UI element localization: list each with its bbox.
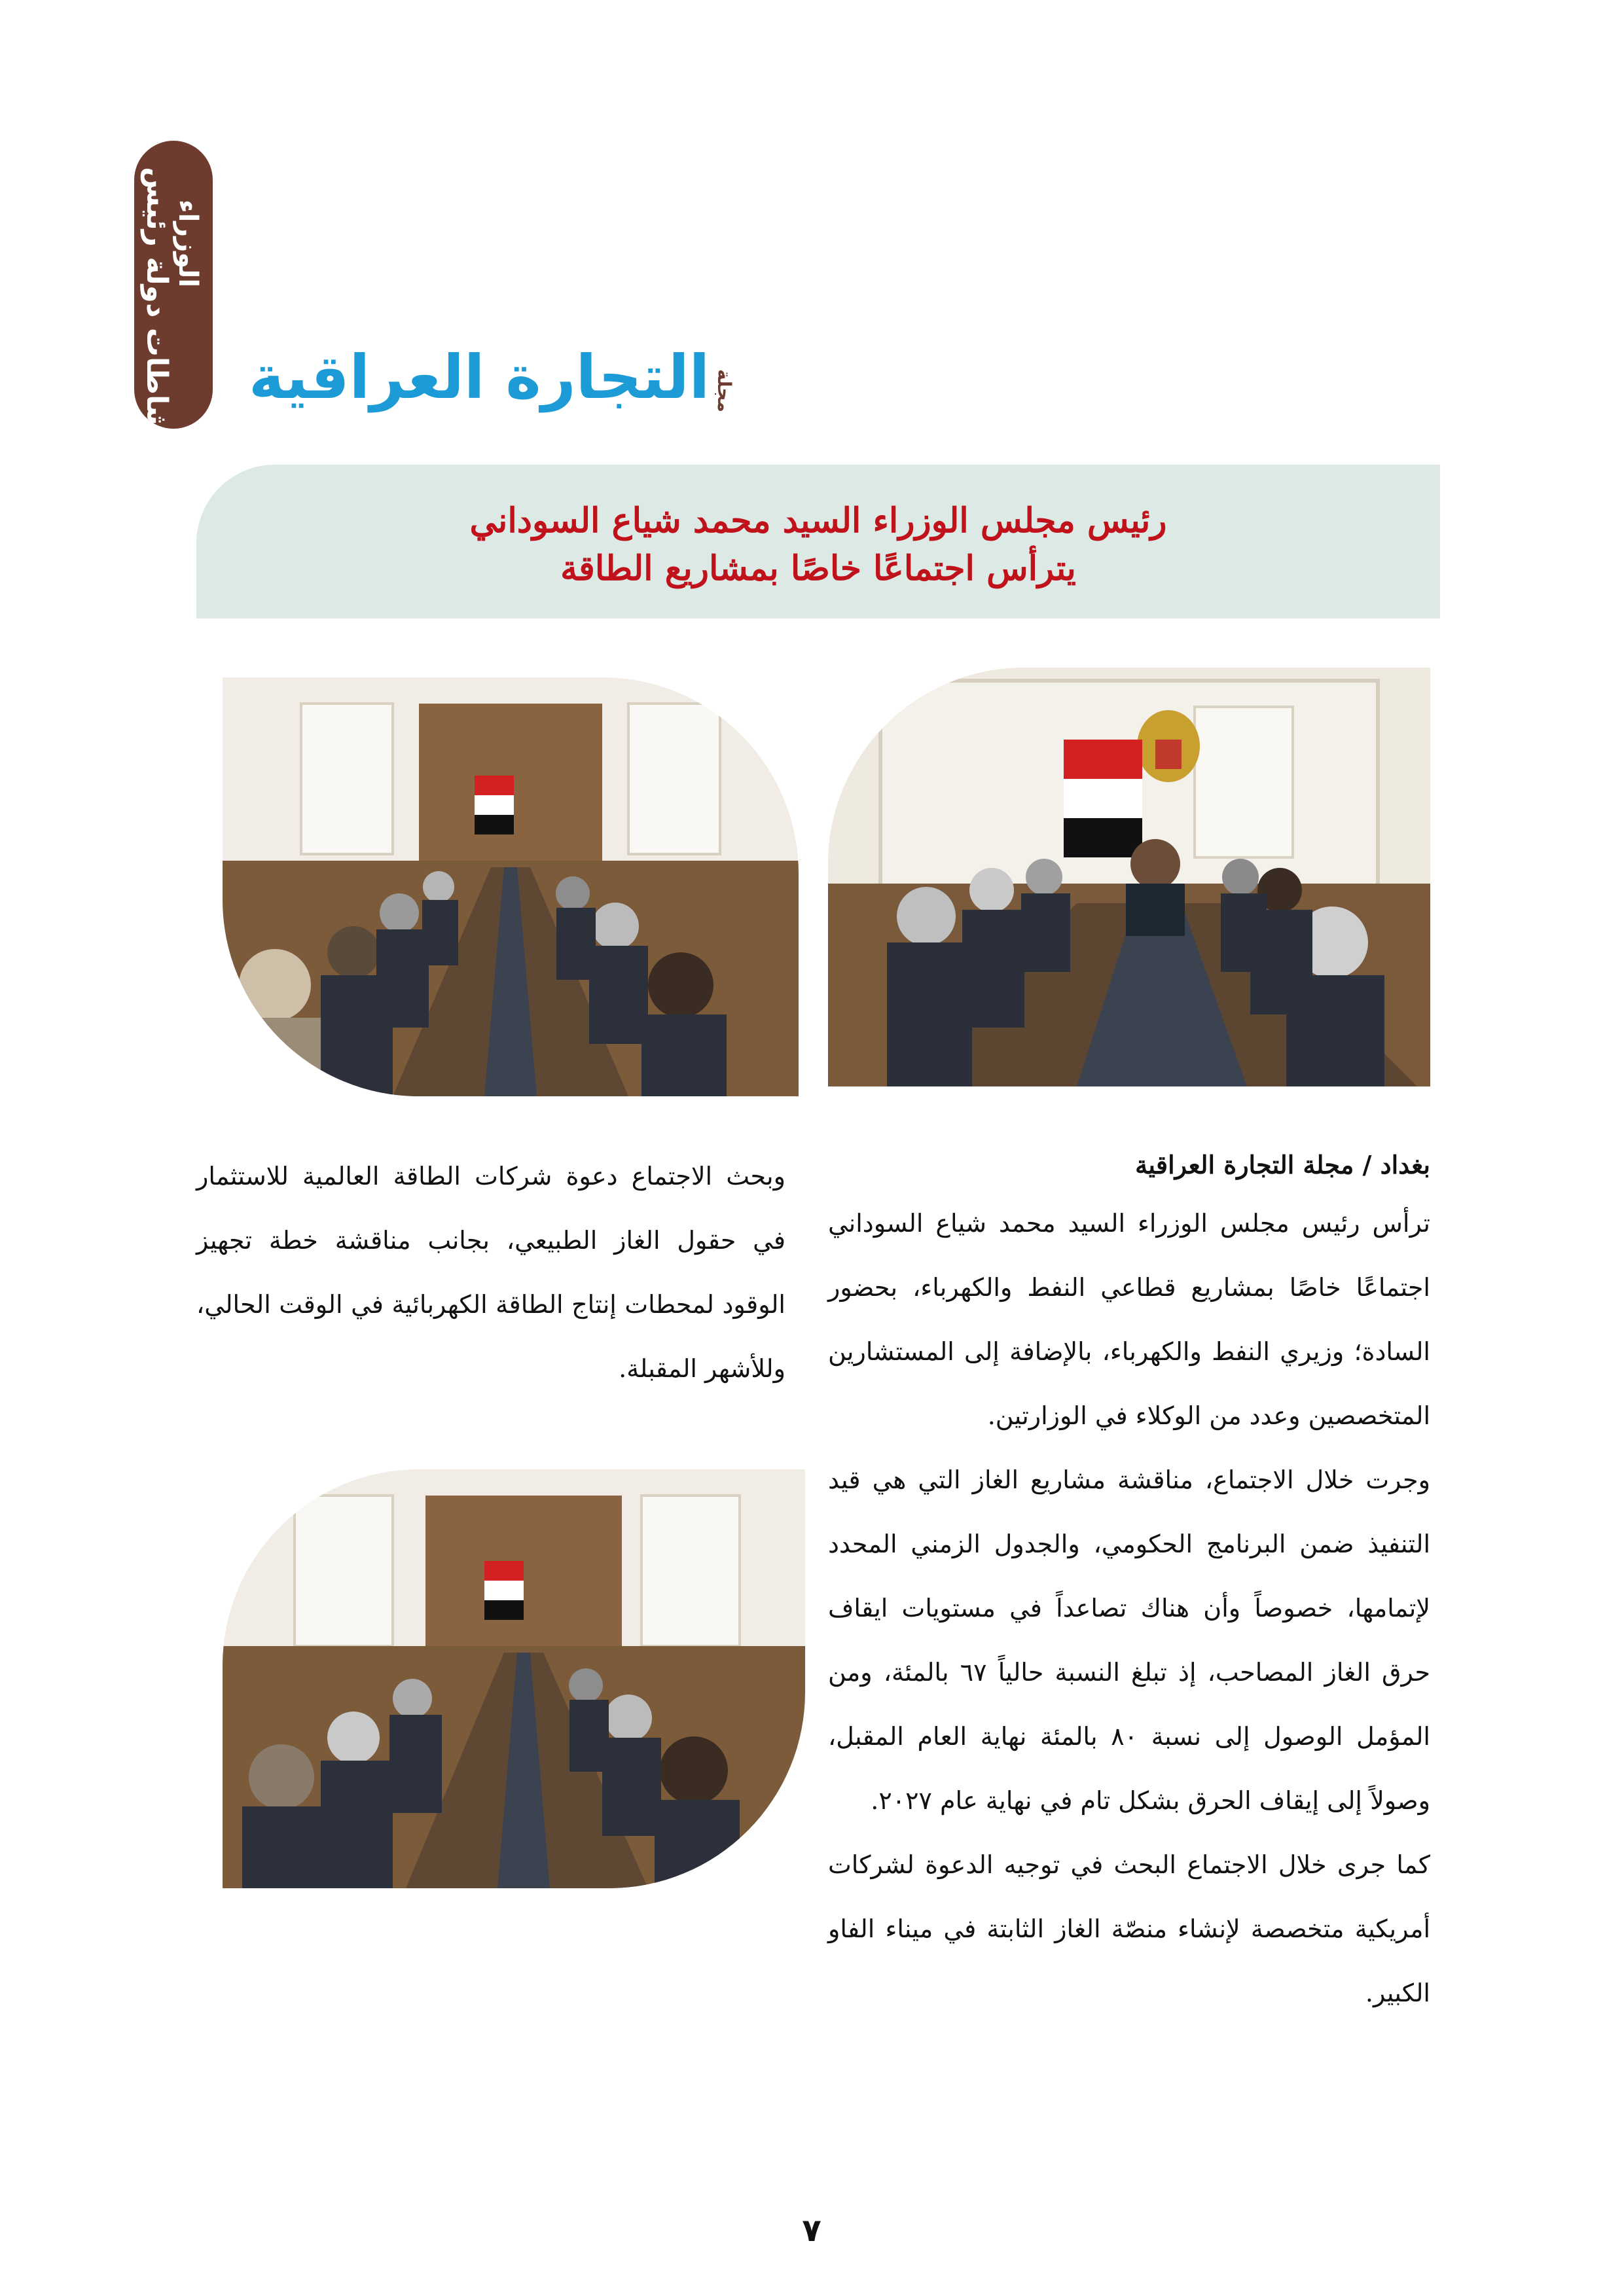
magazine-logo <box>249 340 735 412</box>
article-paragraph: وجرت خلال الاجتماع، مناقشة مشاريع الغاز التي هي قيد التنفيذ ضمن البرنامج الحكومي، والجدول الزمني المحدد لإتمامها، خصوصاً وأن هناك تصاعداً في مستويات ايقاف حرق الغاز المصاحب، إذ تبلغ النسبة حالياً ٦٧ بالمئة، ومن المؤمل الوصول إلى نسبة ٨٠ بالمئة نهاية العام المقبل، وصولاً إلى إيقاف الحرق بشكل تام في نهاية عام ٢٠٢٧. <box>828 1465 1430 1815</box>
headline-box <box>196 465 1440 619</box>
section-tab <box>134 141 213 446</box>
page-number: ٧ <box>802 2212 821 2249</box>
section-tab-line2: الوزراء <box>173 200 203 288</box>
meeting-photo-2 <box>223 677 799 1096</box>
article-column-left <box>196 1144 785 1401</box>
iraq-flag-icon <box>484 1561 524 1620</box>
logo-prefix: مجلة <box>713 369 736 412</box>
article-paragraph: ترأس رئيس مجلس الوزراء السيد محمد شياع السوداني اجتماعًا خاصًا بمشاريع قطاعي النفط والكهرباء، بحضور السادة؛ وزيري النفط والكهرباء، بالإضافة إلى المستشارين المتخصصين وعدد من الوكلاء في الوزارتين. <box>828 1209 1430 1430</box>
article-column-right <box>828 1139 1430 2025</box>
headline-line1: رئيس مجلس الوزراء السيد محمد شياع السوداني <box>469 501 1167 541</box>
article-paragraph: وبحث الاجتماع دعوة شركات الطاقة العالمية للاستثمار في حقول الغاز الطبيعي، بجانب مناقشة خطة تجهيز الوقود لمحطات إنتاج الطاقة الكهربائية في الوقت الحالي، وللأشهر المقبلة. <box>196 1162 785 1383</box>
meeting-photo-1 <box>828 668 1430 1086</box>
meeting-photo-3 <box>223 1469 805 1888</box>
logo-name: التجارة العراقية <box>249 342 710 412</box>
headline-line2: يترأس اجتماعًا خاصًا بمشاريع الطاقة <box>560 548 1076 588</box>
article-paragraph: كما جرى خلال الاجتماع البحث في توجيه الدعوة لشركات أمريكية متخصصة لإنشاء منصّة الغاز الثابتة في ميناء الفاو الكبير. <box>828 1850 1430 2007</box>
iraq-emblem-icon <box>1137 710 1200 782</box>
byline: بغداد / مجلة التجارة العراقية <box>1135 1150 1430 1179</box>
section-tab-line1: نشاطات دولة رئيس <box>140 167 173 446</box>
iraq-flag-icon <box>475 776 514 834</box>
iraq-flag-icon <box>1064 740 1142 857</box>
